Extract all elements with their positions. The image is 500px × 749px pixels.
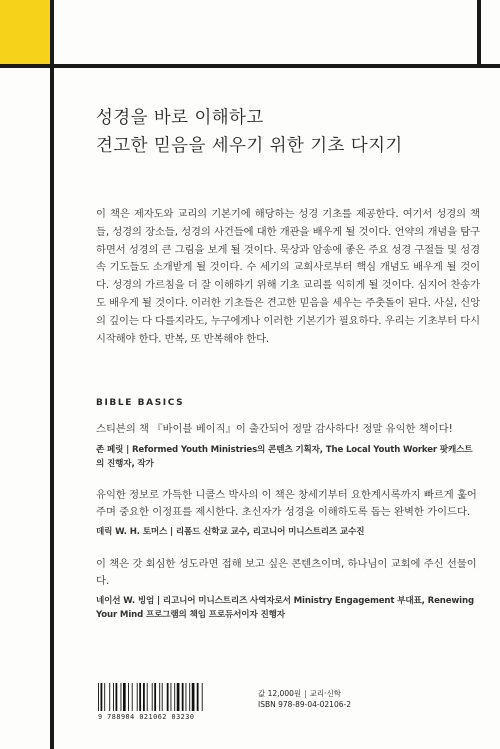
headline	[96, 104, 476, 160]
review-author: 존 페릿 | Reformed Youth Ministries의 콘텐츠 기획자, The Local Youth Worker 팟캐스트의 진행자, 작가	[96, 444, 473, 469]
barcode-bar	[171, 683, 172, 711]
barcode-bar	[147, 683, 148, 711]
barcode-bar	[162, 683, 163, 711]
barcode-bar	[167, 683, 169, 711]
barcode-bar	[101, 683, 103, 711]
barcode-bar	[139, 683, 141, 711]
barcode-bar	[154, 683, 156, 711]
review-author: 데릭 W. H. 토머스 | 리폼드 신학교 교수, 리고니어 미니스트리즈 교수진	[96, 527, 365, 537]
price: 값 12,000원	[258, 689, 302, 698]
barcode-bar	[116, 683, 118, 711]
price-area	[258, 688, 351, 710]
review-2	[96, 487, 480, 539]
barcode-bar	[192, 683, 195, 711]
right-vertical-frame-line	[477, 0, 481, 66]
review-quote: 이 책은 갓 회심한 성도라면 접해 보고 싶은 콘텐츠이며, 하나님이 교회에 주신 선물이다.	[96, 558, 477, 587]
isbn: ISBN 978-89-04-02106-2	[258, 700, 351, 709]
category: 교리·신학	[309, 689, 342, 698]
headline-line-1: 성경을 바로 이해하고	[96, 108, 264, 128]
barcode-bar	[152, 683, 153, 711]
barcode-bar	[98, 683, 99, 711]
barcode-bar	[186, 683, 187, 711]
barcode-digits: 9 788904 021062 03230	[98, 713, 195, 721]
barcode-bar	[159, 683, 160, 711]
intro-section	[96, 206, 480, 348]
barcode-bar	[182, 683, 184, 711]
price-row	[258, 688, 351, 699]
left-vertical-frame-line	[50, 0, 54, 749]
review-author: 네이선 W. 빙엄 | 리고니어 미니스트리즈 사역자로서 Ministry Engagement 부대표, Renewing Your Mind 프로그램의 책임 프로듀서이자 진행자	[96, 596, 474, 620]
section-label: BIBLE BASICS	[96, 398, 185, 408]
barcode-bar	[202, 683, 203, 711]
review-3	[96, 556, 480, 622]
yellow-color-block	[0, 0, 52, 66]
review-quote: 스티븐의 책 『바이블 베이직』이 출간되어 정말 감사하다! 정말 유익한 책이다!	[96, 423, 453, 435]
barcode-bar	[143, 683, 145, 711]
barcode-bar	[197, 683, 199, 711]
barcode-bar	[109, 683, 110, 711]
barcode-bar	[123, 683, 126, 711]
separator: |	[304, 689, 307, 698]
barcode-bar	[113, 683, 114, 711]
barcode-bar	[137, 683, 138, 711]
barcode	[98, 683, 238, 713]
barcode-bar	[121, 683, 122, 711]
barcode-bar	[132, 683, 133, 711]
intro-paragraph: 이 책은 제자도와 교리의 기본기에 해당하는 성경 기초를 제공한다. 여기서 성경의 책들, 성경의 장소들, 성경의 사건들에 대한 개관을 배우게 될 것이다. 언약의 개념을 탐구하면서 성경의 큰 그림을 보게 될 것이다. 묵상과 암송에 좋은 주요 성경 구절들 및 성경 속 기도들도 소개받게 될 것이다. 수 세기의 교회사로부터 핵심 개념도 배우게 될 것이다. 성경의 가르침을 더 잘 이해하기 위해 기초 교리를 익히게 될 것이다. 심지어 찬송가도 배우게 될 것이다. 이러한 기초들은 견고한 믿음을 세우는 주춧돌이 된다. 사실, 신앙의 깊이는 다 다를지라도, 누구에게나 이러한 기본기가 필요하다. 우리는 기초부터 다시 시작해야 한다. 반복, 또 반복해야 한다.	[96, 208, 480, 345]
review-quote: 유익한 정보로 가득한 니콜스 박사의 이 책은 창세기부터 요한계시록까지 빠르게 훑어 주며 중요한 이정표를 제시한다. 초신자가 성경을 이해하도록 돕는 완벽한 가이드다.	[96, 489, 477, 518]
barcode-bar	[189, 683, 190, 711]
barcode-bar	[174, 683, 175, 711]
barcode-bar	[177, 683, 180, 711]
barcode-bar	[104, 683, 105, 711]
review-1	[96, 421, 480, 471]
headline-line-2: 견고한 믿음을 세우기 위한 기초 다지기	[96, 136, 403, 156]
barcode-bar	[128, 683, 129, 711]
top-frame-line	[0, 64, 500, 68]
